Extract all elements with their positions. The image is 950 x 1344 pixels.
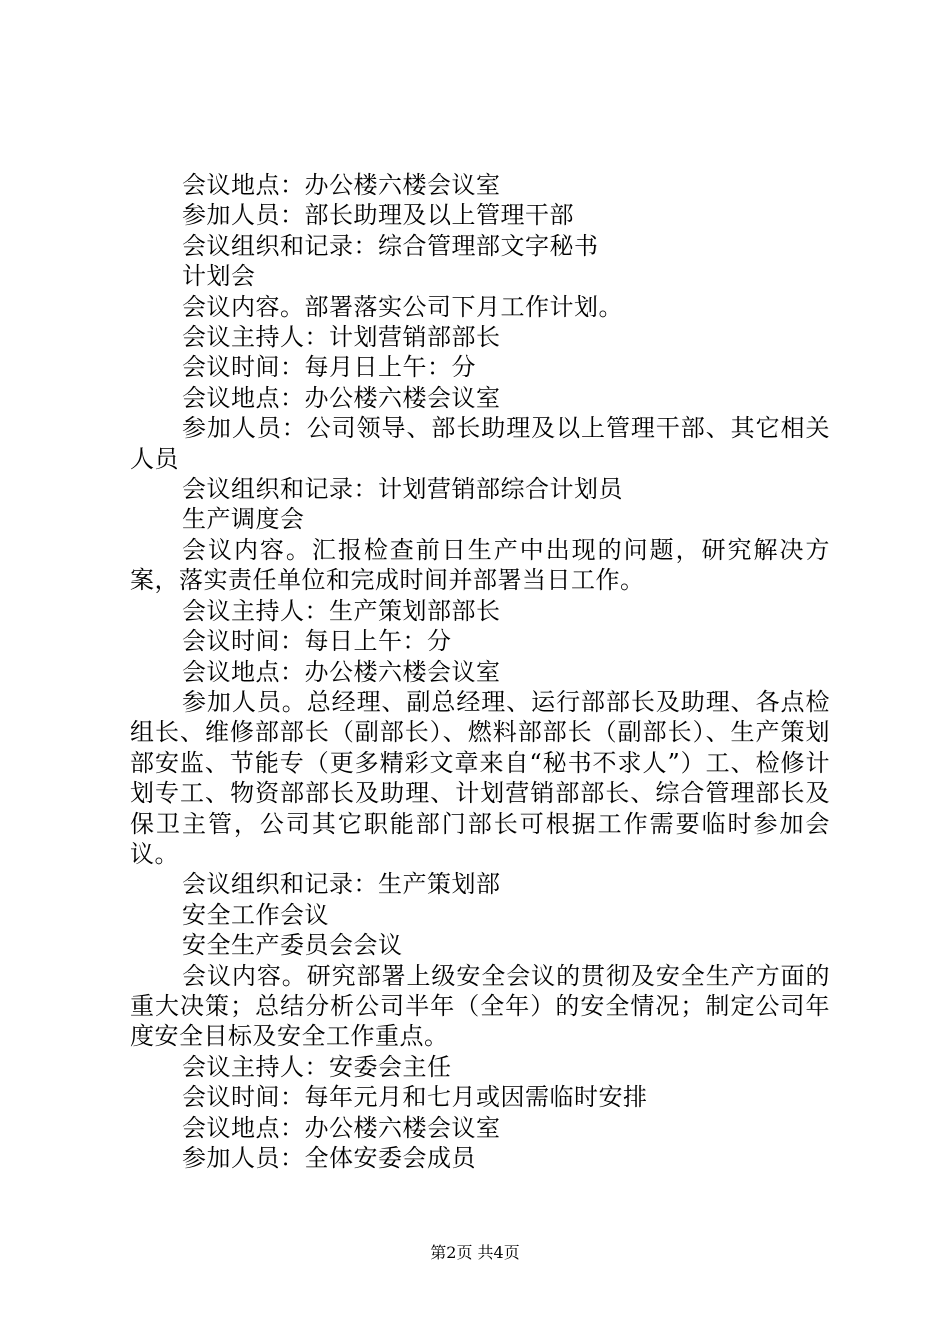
- paragraph: 会议时间：每月日上午：分: [182, 353, 476, 382]
- paragraph: 会议组织和记录：计划营销部综合计划员: [182, 475, 623, 504]
- section-heading: 安全工作会议: [182, 900, 329, 929]
- document-body: [130, 170, 830, 1173]
- section-heading: 生产调度会: [182, 505, 305, 534]
- paragraph: 会议主持人：计划营销部部长: [182, 323, 501, 352]
- paragraph: 会议地点：办公楼六楼会议室: [182, 383, 501, 412]
- paragraph: 会议时间：每日上午：分: [182, 627, 452, 656]
- section-heading: 安全生产委员会会议: [182, 931, 403, 960]
- paragraph: 会议主持人：生产策划部部长: [182, 596, 501, 625]
- paragraph: 会议主持人：安委会主任: [182, 1052, 452, 1081]
- paragraph: 会议地点：办公楼六楼会议室: [182, 657, 501, 686]
- paragraph: 参加人员：全体安委会成员: [182, 1144, 476, 1172]
- paragraph: 会议地点：办公楼六楼会议室: [182, 1113, 501, 1142]
- paragraph: 会议内容。汇报检查前日生产中出现的问题，研究解决方案，落实责任单位和完成时间并部署当日工作。: [130, 535, 830, 595]
- paragraph: 会议时间：每年元月和七月或因需临时安排: [182, 1083, 648, 1112]
- paragraph: 会议地点：办公楼六楼会议室: [182, 171, 501, 199]
- paragraph: 会议内容。部署落实公司下月工作计划。: [182, 292, 623, 321]
- paragraph: 会议组织和记录：综合管理部文字秘书: [182, 231, 599, 260]
- paragraph: 参加人员：公司领导、部长助理及以上管理干部、其它相关人员: [130, 414, 830, 473]
- paragraph: 会议内容。研究部署上级安全会议的贯彻及安全生产方面的重大决策；总结分析公司半年（全年）的安全情况；制定公司年度安全目标及安全工作重点。: [130, 961, 830, 1051]
- paragraph: 参加人员。总经理、副总经理、运行部部长及助理、各点检组长、维修部部长（副部长）、燃料部部长（副部长）、生产策划部安监、节能专（更多精彩文章来自“秘书不求人”）工、检修计划专工、物资部部长及助理、计划营销部部长、综合管理部长及保卫主管，公司其它职能部门部长可根据工作需要临时参加会议。: [130, 687, 830, 868]
- section-heading: 计划会: [182, 262, 256, 291]
- paragraph: 会议组织和记录：生产策划部: [182, 870, 501, 899]
- page-number-footer: 第2页 共4页: [430, 1243, 520, 1262]
- paragraph: 参加人员：部长助理及以上管理干部: [182, 201, 574, 230]
